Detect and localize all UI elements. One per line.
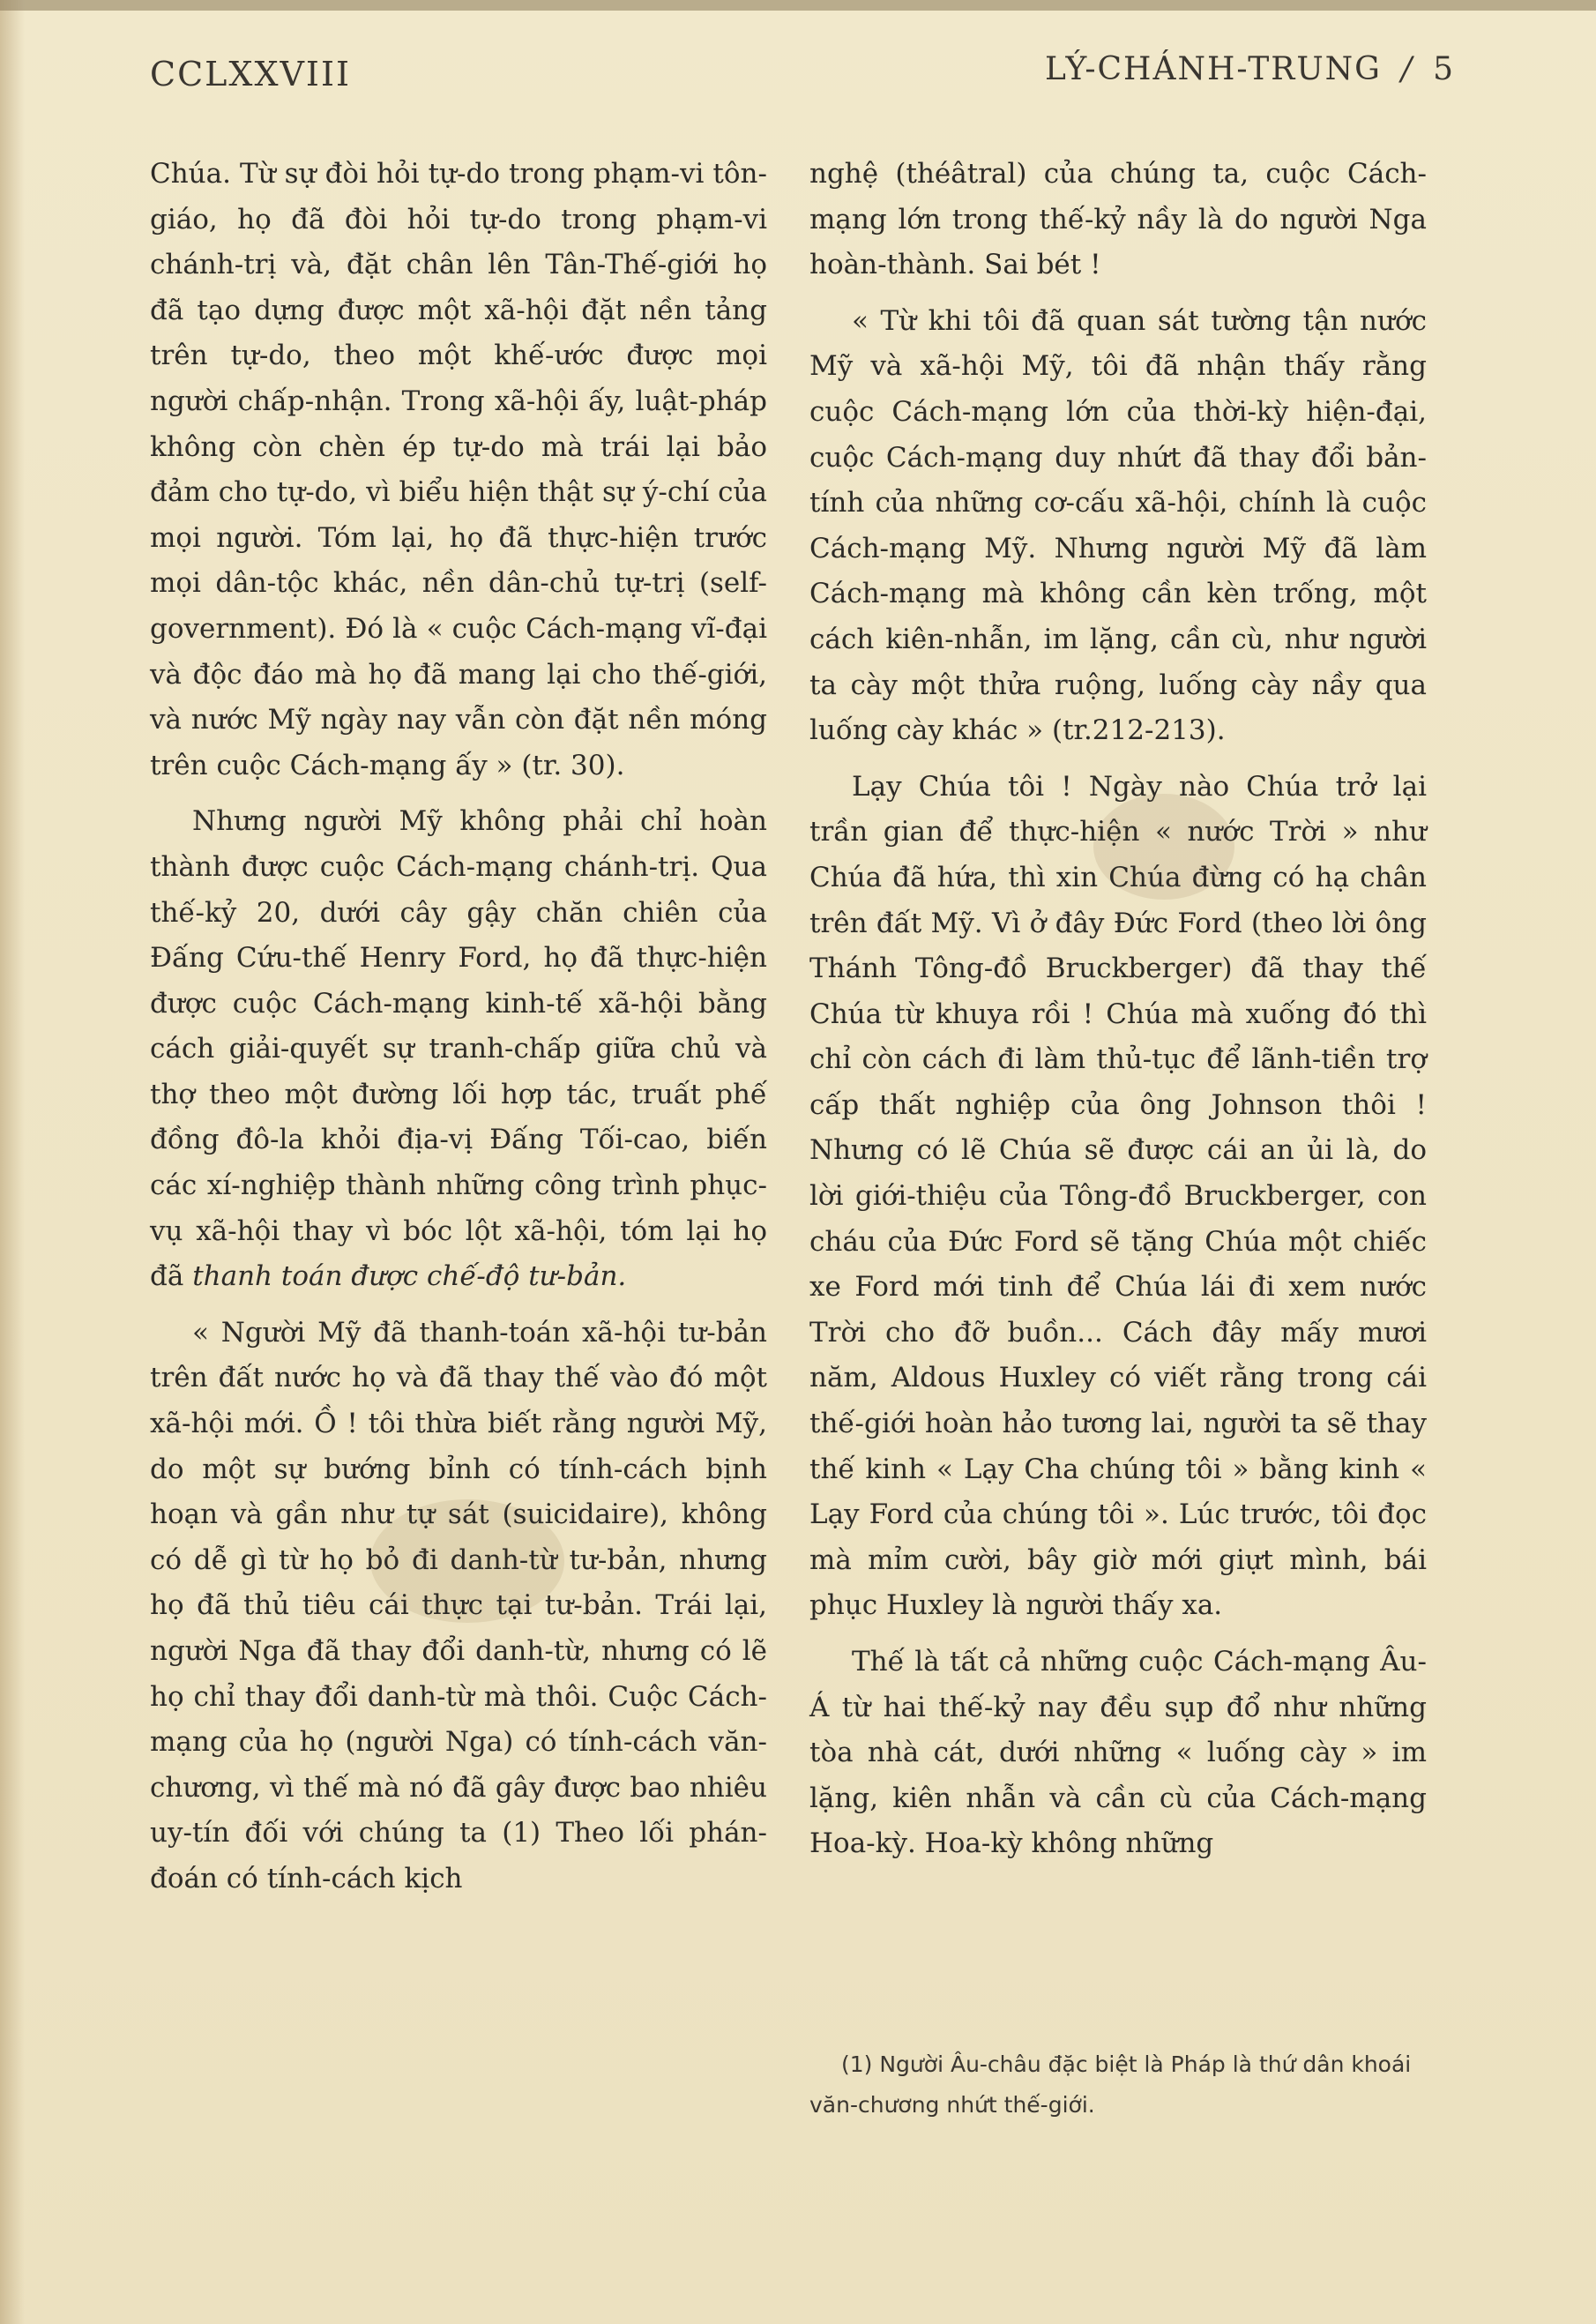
footnote: (1) Người Âu-châu đặc biệt là Pháp là thứ dân khoái văn-chương nhứt thế-giới.: [809, 2051, 1412, 2118]
paragraph: « Người Mỹ đã thanh-toán xã-hội tư-bản trên đất nước họ và đã thay thế vào đó một xã-hội mới. Ồ ! tôi thừa biết rằng người Mỹ, do một sự bướng bỉnh có tính-cách bịnh hoạn và gần như tự sát (suicidaire), không có dễ gì từ họ bỏ đi danh-từ tư-bản, nhưng họ đã thủ tiêu cái thực tại tư-bản. Trái lại, người Nga đã thay đổi danh-từ, nhưng có lẽ họ chỉ thay đổi danh-từ mà thôi. Cuộc Cách-mạng của họ (người Nga) có tính-cách văn-chương, vì thế mà nó đã gây được bao nhiêu uy-tín đối với chúng ta (1) Theo lối phán-đoán có tính-cách kịch: [150, 1316, 767, 1894]
paragraph: Chúa. Từ sự đòi hỏi tự-do trong phạm-vi tôn-giáo, họ đã đòi hỏi tự-do trong phạm-vi chánh-trị và, đặt chân lên Tân-Thế-giới họ đã tạo dựng được một xã-hội đặt nền tảng trên tự-do, theo một khế-ước được mọi người chấp-nhận. Trong xã-hội ấy, luật-pháp không còn chèn ép tự-do mà trái lại bảo đảm cho tự-do, vì biểu hiện thật sự ý-chí của mọi người. Tóm lại, họ đã thực-hiện trước mọi dân-tộc khác, nền dân-chủ tự-trị (self-government). Đó là « cuộc Cách-mạng vĩ-đại và độc đáo mà họ đã mang lại cho thế-giới, và nước Mỹ ngày nay vẫn còn đặt nền móng trên cuộc Cách-mạng ấy » (tr. 30).: [150, 158, 767, 781]
running-title: LÝ-CHÁNH-TRUNG: [1044, 51, 1382, 87]
running-head: [979, 51, 1455, 87]
italic-phrase: thanh toán được chế-độ tư-bản.: [192, 1260, 627, 1293]
paragraph: [150, 799, 767, 1300]
running-head-separator: /: [1400, 51, 1414, 87]
paragraph: Lạy Chúa tôi ! Ngày nào Chúa trở lại trần gian để thực-hiện « nước Trời » như Chúa đã hứa, thì xin Chúa đừng có hạ chân trên đất Mỹ. Vì ở đây Đức Ford (theo lời ông Thánh Tông-đồ Bruckberger) đã thay thế Chúa từ khuya rồi ! Chúa mà xuống đó thì chỉ còn cách đi làm thủ-tục để lãnh-tiền trợ cấp thất nghiệp của ông Johnson thôi ! Nhưng có lẽ Chúa sẽ được cái an ủi là, do lời giới-thiệu của Tông-đồ Bruckberger, con cháu của Đức Ford sẽ tặng Chúa một chiếc xe Ford mới tinh để Chúa lái đi xem nước Trời cho đỡ buồn... Cách đây mấy mươi năm, Aldous Huxley có viết rằng trong cái thế-giới hoàn hảo tương lai, người ta sẽ thay thế kinh « Lạy Cha chúng tôi » bằng kinh « Lạy Ford của chúng tôi ». Lúc trước, tôi đọc mà mỉm cười, bây giờ mới giựt mình, bái phục Huxley là người thấy xa.: [809, 770, 1427, 1622]
left-column: [150, 152, 767, 1902]
paragraph-text: Nhưng người Mỹ không phải chỉ hoàn thành được cuộc Cách-mạng chánh-trị. Qua thế-kỷ 20, dưới cây gậy chăn chiên của Đấng Cứu-thế Henry Ford, họ đã thực-hiện được cuộc Cách-mạng kinh-tế xã-hội bằng cách giải-quyết sự tranh-chấp giữa chủ và thợ theo một đường lối hợp tác, truất phế đồng đô-la khỏi địa-vị Đấng Tối-cao, biến các xí-nghiệp thành những công trình phục-vụ xã-hội thay vì bóc lột xã-hội, tóm lại họ đã: [150, 805, 767, 1293]
paragraph: Thế là tất cả những cuộc Cách-mạng Âu-Á từ hai thế-kỷ nay đều sụp đổ như những tòa nhà cát, dưới những « luống cày » im lặng, kiên nhẫn và cần cù của Cách-mạng Hoa-kỳ. Hoa-kỳ không những: [809, 1646, 1427, 1860]
paragraph: nghệ (théâtral) của chúng ta, cuộc Cách-mạng lớn trong thế-kỷ nầy là do người Nga hoàn-thành. Sai bét !: [809, 158, 1427, 281]
paragraph: « Từ khi tôi đã quan sát tường tận nước Mỹ và xã-hội Mỹ, tôi đã nhận thấy rằng cuộc Cách-mạng lớn của thời-kỳ hiện-đại, cuộc Cách-mạng duy nhứt đã thay đổi bản-tính của những cơ-cấu xã-hội, chính là cuộc Cách-mạng Mỹ. Nhưng người Mỹ đã làm Cách-mạng mà không cần kèn trống, một cách kiên-nhẫn, im lặng, cần cù, như người ta cày một thửa ruộng, luống cày nầy qua luống cày khác » (tr.212-213).: [809, 304, 1427, 747]
roman-folio: CCLXXVIII: [150, 55, 351, 93]
page-number: 5: [1433, 51, 1455, 87]
right-column: [809, 152, 1427, 1867]
